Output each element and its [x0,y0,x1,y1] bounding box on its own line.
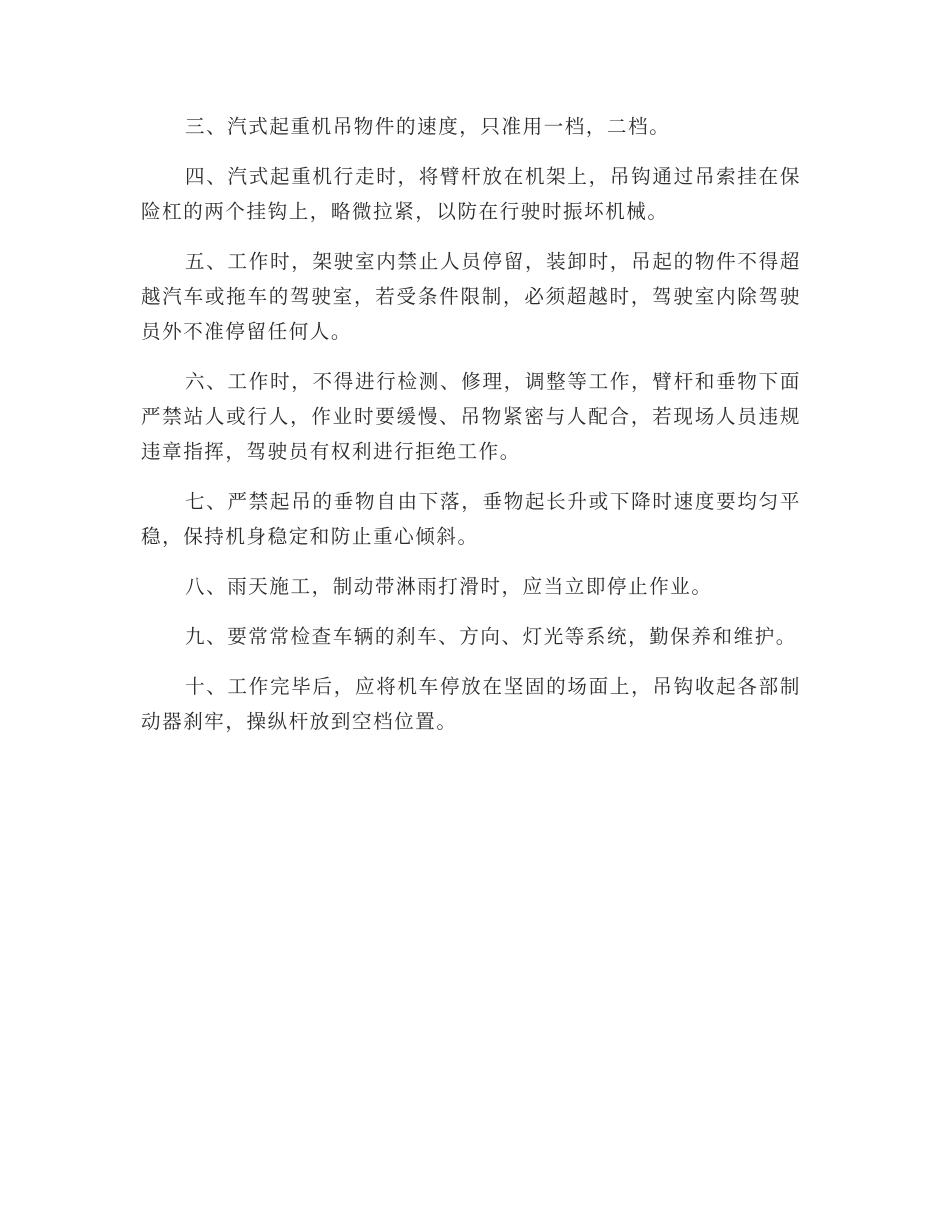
paragraph-10: 十、工作完毕后，应将机车停放在坚固的场面上，吊钩收起各部制动器刹牢，操纵杆放到空档位置。 [141,675,801,733]
document-body [141,109,801,754]
paragraph-9: 九、要常常检查车辆的刹车、方向、灯光等系统，勤保养和维护。 [185,625,797,648]
paragraph-3: 三、汽式起重机吊物件的速度，只准用一档，二档。 [185,115,671,138]
paragraph-8: 八、雨天施工，制动带淋雨打滑时，应当立即停止作业。 [185,575,713,598]
paragraph-4: 四、汽式起重机行走时，将臂杆放在机架上，吊钩通过吊索挂在保险杠的两个挂钩上，略微拉紧，以防在行驶时振坏机械。 [141,165,801,223]
paragraph-5: 五、工作时，架驶室内禁止人员停留，装卸时，吊起的物件不得超越汽车或拖车的驾驶室，若受条件限制，必须超越时，驾驶室内除驾驶员外不准停留任何人。 [141,250,801,343]
paragraph-6: 六、工作时，不得进行检测、修理，调整等工作，臂杆和垂物下面严禁站人或行人，作业时要缓慢、吊物紧密与人配合，若现场人员违规违章指挥，驾驶员有权利进行拒绝工作。 [141,370,801,463]
paragraph-7: 七、严禁起吊的垂物自由下落，垂物起长升或下降时速度要均匀平稳，保持机身稳定和防止重心倾斜。 [141,490,801,548]
